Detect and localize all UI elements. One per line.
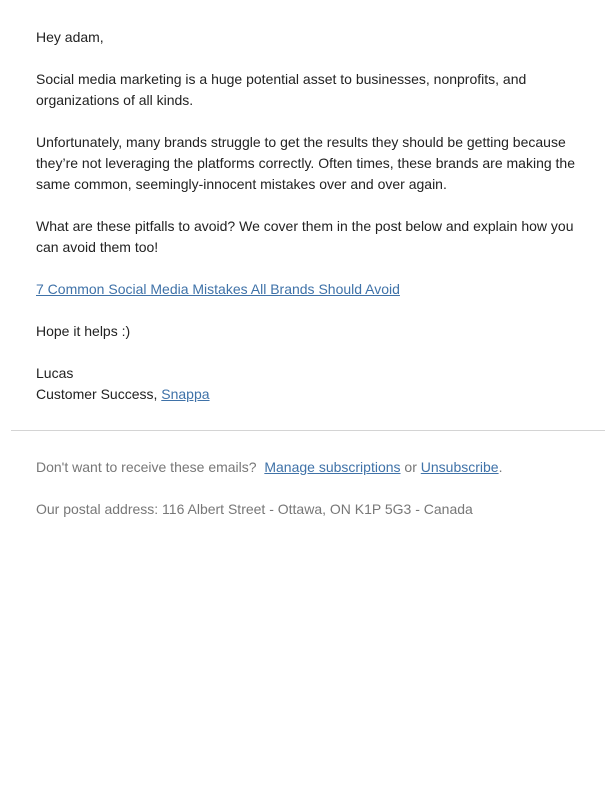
opt-out-text: Don't want to receive these emails? [36, 459, 257, 475]
postal-address: Our postal address: 116 Albert Street - Ottawa, ON K1P 5G3 - Canada [36, 501, 473, 517]
signature [36, 363, 582, 405]
unsubscribe-link[interactable]: Unsubscribe [420, 459, 499, 475]
problem-paragraph: Unfortunately, many brands struggle to get the results they should be getting because they’re not leveraging the platforms correctly. Often times, these brands are making the same common, seemingly-innocent mistakes over and over again. [36, 134, 575, 192]
signature-role: Customer Success, [36, 386, 162, 402]
or-text: or [404, 459, 417, 475]
article-link[interactable]: 7 Common Social Media Mistakes All Brands Should Avoid [36, 281, 400, 297]
opt-out-row [36, 457, 582, 478]
greeting: Hey adam, [36, 29, 104, 45]
company-link[interactable]: Snappa [161, 386, 210, 402]
closing-line: Hope it helps :) [36, 323, 131, 339]
question-paragraph: What are these pitfalls to avoid? We cover them in the post below and explain how you can avoid them too! [36, 218, 574, 255]
email-footer [0, 431, 608, 520]
article-link-row [36, 279, 582, 300]
period-text: . [498, 459, 503, 475]
manage-subscriptions-link[interactable]: Manage subscriptions [264, 459, 401, 475]
signature-name: Lucas [36, 365, 74, 381]
intro-paragraph: Social media marketing is a huge potential asset to businesses, nonprofits, and organizations of all kinds. [36, 71, 527, 108]
